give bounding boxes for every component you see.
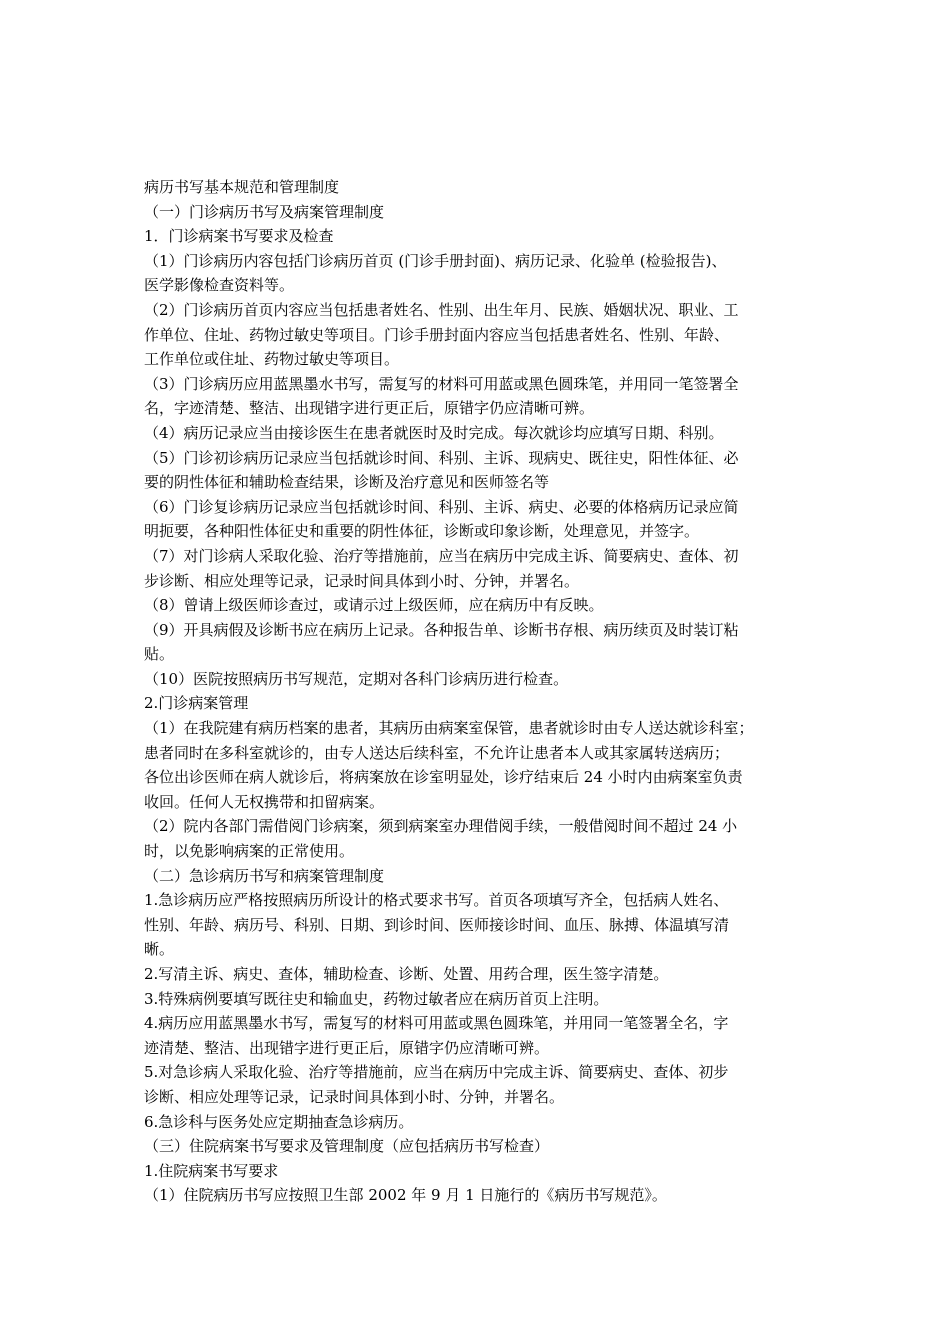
text-line: 步诊断、相应处理等记录，记录时间具体到小时、分钟，并署名。 — [144, 571, 580, 590]
text-line: 要的阴性体征和辅助检查结果，诊断及治疗意见和医师签名等 — [144, 473, 550, 492]
text-line: 各位出诊医师在病人就诊后，将病案放在诊室明显处，诊疗结束后 24 小时内由病案室负责 — [144, 768, 743, 787]
text-line: 名，字迹清楚、整洁、出现错字进行更正后，原错字仍应清晰可辨。 — [144, 399, 595, 418]
text-line: 1.急诊病历应严格按照病历所设计的格式要求书写。首页各项填写齐全，包括病人姓名、 — [144, 891, 729, 910]
text-line: 5.对急诊病人采取化验、治疗等措施前，应当在病历中完成主诉、简要病史、查体、初步 — [144, 1063, 729, 1082]
text-line: 晰。 — [144, 940, 175, 959]
text-line: 工作单位或住址、药物过敏史等项目。 — [144, 350, 400, 369]
text-line: 6.急诊科与医务处应定期抽查急诊病历。 — [144, 1112, 414, 1131]
text-line: 贴。 — [144, 645, 175, 664]
text-line: 1．门诊病案书写要求及检查 — [144, 227, 334, 246]
text-line: 收回。任何人无权携带和扣留病案。 — [144, 792, 385, 811]
text-line: 3.特殊病例要填写既往史和输血史，药物过敏者应在病历首页上注明。 — [144, 989, 609, 1008]
text-line: 迹清楚、整洁、出现错字进行更正后，原错字仍应清晰可辨。 — [144, 1038, 550, 1057]
text-line: 诊断、相应处理等记录，记录时间具体到小时、分钟，并署名。 — [144, 1087, 565, 1106]
text-line: （2）院内各部门需借阅门诊病案，须到病案室办理借阅手续，一般借阅时间不超过 24 小 — [144, 817, 738, 836]
text-line: 1.住院病案书写要求 — [144, 1161, 279, 1180]
text-line: （10）医院按照病历书写规范，定期对各科门诊病历进行检查。 — [144, 669, 569, 688]
text-line: （二）急诊病历书写和病案管理制度 — [144, 866, 385, 885]
text-line: （7）对门诊病人采取化验、治疗等措施前，应当在病历中完成主诉、简要病史、查体、初 — [144, 546, 739, 565]
text-line: 2.写清主诉、病史、查体，辅助检查、诊断、处置、用药合理，医生签字清楚。 — [144, 965, 669, 983]
text-line: （2）门诊病历首页内容应当包括患者姓名、性别、出生年月、民族、婚姻状况、职业、工 — [144, 300, 739, 319]
text-line: （三）住院病案书写要求及管理制度（应包括病历书写检查） — [144, 1137, 550, 1156]
text-line: 患者同时在多科室就诊的，由专人送达后续科室，不允许让患者本人或其家属转送病历； — [144, 743, 730, 762]
document-body — [144, 175, 819, 1208]
text-line: （5）门诊初诊病历记录应当包括就诊时间、科别、主诉、现病史、既往史，阳性体征、必 — [144, 448, 739, 467]
text-line: 病历书写基本规范和管理制度 — [144, 178, 340, 196]
text-line: （一）门诊病历书写及病案管理制度 — [144, 202, 385, 221]
text-line: 明扼要，各种阳性体征史和重要的阴性体征，诊断或印象诊断，处理意见，并签字。 — [144, 522, 700, 541]
text-line: （1）在我院建有病历档案的患者，其病历由病案室保管，患者就诊时由专人送达就诊科室； — [144, 719, 754, 738]
text-line: （3）门诊病历应用蓝黑墨水书写，需复写的材料可用蓝或黑色圆珠笔，并用同一笔签署全 — [144, 374, 739, 393]
text-line: （6）门诊复诊病历记录应当包括就诊时间、科别、主诉、病史、必要的体格病历记录应简 — [144, 497, 739, 516]
text-line: 4.病历应用蓝黑墨水书写，需复写的材料可用蓝或黑色圆珠笔，并用同一笔签署全名，字 — [144, 1014, 729, 1033]
text-line: 性别、年龄、病历号、科别、日期、到诊时间、医师接诊时间、血压、脉搏、体温填写清 — [144, 915, 730, 934]
text-line: （8）曾请上级医师诊查过，或请示过上级医师，应在病历中有反映。 — [144, 596, 604, 615]
text-line: 作单位、住址、药物过敏史等项目。门诊手册封面内容应当包括患者姓名、性别、年龄、 — [144, 325, 730, 344]
text-line: 医学影像检查资料等。 — [144, 276, 295, 295]
text-line: 时，以免影响病案的正常使用。 — [144, 842, 355, 861]
text-line: （1）住院病历书写应按照卫生部 2002 年 9 月 1 日施行的《病历书写规范》。 — [144, 1186, 667, 1205]
text-line: （9）开具病假及诊断书应在病历上记录。各种报告单、诊断书存根、病历续页及时装订粘 — [144, 620, 739, 639]
text-line: （4）病历记录应当由接诊医生在患者就医时及时完成。每次就诊均应填写日期、科别。 — [144, 423, 724, 442]
text-line: （1）门诊病历内容包括门诊病历首页 (门诊手册封面)、病历记录、化验单 (检验报告)、 — [144, 251, 727, 270]
text-line: 2.门诊病案管理 — [144, 694, 249, 713]
